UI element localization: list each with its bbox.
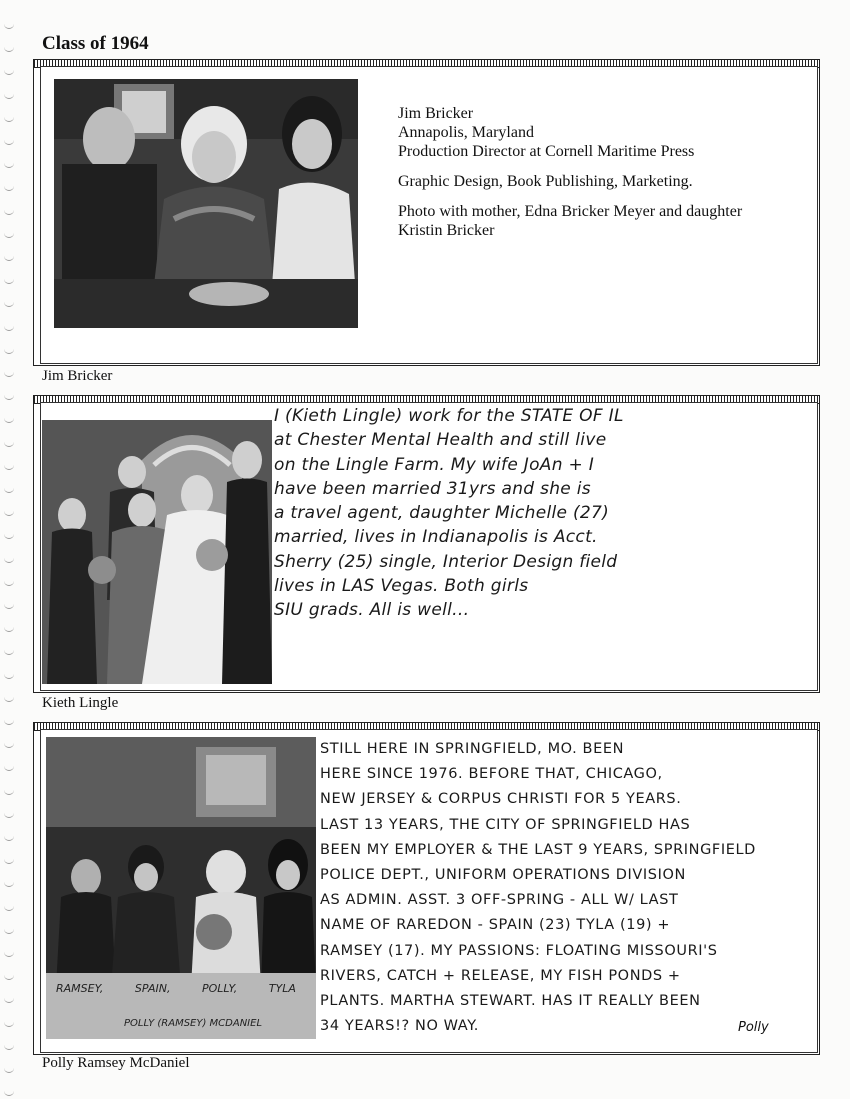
photo-label: POLLY, xyxy=(201,982,238,995)
note-line: BEEN MY EMPLOYER & THE LAST 9 YEARS, SPRINGFIELD xyxy=(320,841,756,858)
note-line: PLANTS. MARTHA STEWART. HAS IT REALLY BEEN xyxy=(320,993,701,1010)
binding-ring xyxy=(4,602,14,609)
binding-ring xyxy=(4,486,14,493)
binding-ring xyxy=(4,648,14,655)
entry-position: Production Director at Cornell Maritime Press xyxy=(398,143,695,160)
binding-ring xyxy=(4,950,14,957)
binding-ring xyxy=(4,324,14,331)
binding-ring xyxy=(4,347,14,354)
binding-ring xyxy=(4,811,14,818)
entry-location: Annapolis, Maryland xyxy=(398,124,534,141)
entry-card-kieth-lingle xyxy=(33,395,820,693)
binding-ring xyxy=(4,393,14,400)
binding-ring xyxy=(4,1020,14,1027)
binding-ring xyxy=(4,556,14,563)
binding-ring xyxy=(4,857,14,864)
binding-ring xyxy=(4,254,14,261)
binding-ring xyxy=(4,1066,14,1073)
photo-ramsey-family xyxy=(46,737,316,987)
kieth-lingle-handwritten-note xyxy=(274,404,624,623)
photo-sublabel: POLLY (RAMSEY) MCDANIEL xyxy=(124,1018,263,1029)
binding-ring xyxy=(4,416,14,423)
binding-ring xyxy=(4,741,14,748)
binding-ring xyxy=(4,532,14,539)
binding-ring xyxy=(4,904,14,911)
binding-ring xyxy=(4,22,14,29)
binding-ring xyxy=(4,1043,14,1050)
page-title: Class of 1964 xyxy=(42,33,149,54)
photo-jim-bricker-family xyxy=(54,79,358,328)
binding-ring xyxy=(4,45,14,52)
binding-ring xyxy=(4,579,14,586)
entry-caption-name: Kieth Lingle xyxy=(42,695,119,711)
binding-ring xyxy=(4,208,14,215)
binding-ring xyxy=(4,718,14,725)
note-line: RIVERS, CATCH + RELEASE, MY FISH PONDS + xyxy=(320,967,681,984)
jim-bricker-details xyxy=(398,104,798,251)
entry-caption-name: Polly Ramsey McDaniel xyxy=(42,1055,190,1071)
photo-labels xyxy=(56,982,296,995)
entry-caption-name: Jim Bricker xyxy=(42,368,113,384)
spiral-binding xyxy=(2,0,18,1099)
binding-ring xyxy=(4,927,14,934)
note-line: Sherry (25) single, Interior Design field xyxy=(274,551,618,572)
binding-ring xyxy=(4,115,14,122)
binding-ring xyxy=(4,440,14,447)
binding-ring xyxy=(4,834,14,841)
photo-label: RAMSEY, xyxy=(56,982,104,995)
note-line: 34 YEARS!? NO WAY. xyxy=(320,1018,479,1035)
note-line: on the Lingle Farm. My wife JoAn + I xyxy=(274,454,595,475)
binding-ring xyxy=(4,788,14,795)
binding-ring xyxy=(4,996,14,1003)
binding-ring xyxy=(4,672,14,679)
note-line: I (Kieth Lingle) work for the STATE OF IL xyxy=(274,406,624,426)
note-line: at Chester Mental Health and still live xyxy=(274,430,607,451)
note-line: POLICE DEPT., UNIFORM OPERATIONS DIVISION xyxy=(320,867,686,884)
binding-ring xyxy=(4,300,14,307)
note-line: AS ADMIN. ASST. 3 OFF-SPRING - ALL W/ LAST xyxy=(320,892,679,909)
entry-interests: Graphic Design, Book Publishing, Marketing. xyxy=(398,173,693,190)
binding-ring xyxy=(4,277,14,284)
binding-ring xyxy=(4,138,14,145)
binding-ring xyxy=(4,1089,14,1096)
note-line: LAST 13 YEARS, THE CITY OF SPRINGFIELD HAS xyxy=(320,816,691,833)
photo-label: TYLA xyxy=(268,982,296,995)
photo-lingle-wedding xyxy=(42,420,272,684)
binding-ring xyxy=(4,463,14,470)
entry-name-line: Jim Bricker xyxy=(398,105,474,122)
binding-ring xyxy=(4,92,14,99)
note-line: NEW JERSEY & CORPUS CHRISTI FOR 5 YEARS. xyxy=(320,791,682,808)
note-line: NAME OF RAREDON - SPAIN (23) TYLA (19) + xyxy=(320,917,671,934)
note-line: lives in LAS Vegas. Both girls xyxy=(274,576,529,597)
signature: Polly xyxy=(738,1020,769,1035)
entry-card-polly-ramsey-mcdaniel xyxy=(33,722,820,1055)
polly-handwritten-note xyxy=(320,737,756,1039)
note-line: RAMSEY (17). MY PASSIONS: FLOATING MISSOURI'S xyxy=(320,942,718,959)
binding-ring xyxy=(4,509,14,516)
binding-ring xyxy=(4,184,14,191)
binding-ring xyxy=(4,625,14,632)
binding-ring xyxy=(4,695,14,702)
note-line: married, lives in Indianapolis is Acct. xyxy=(274,527,598,548)
binding-ring xyxy=(4,764,14,771)
note-line: STILL HERE IN SPRINGFIELD, MO. BEEN xyxy=(320,741,625,757)
note-line: a travel agent, daughter Michelle (27) xyxy=(274,503,610,524)
binding-ring xyxy=(4,973,14,980)
note-line: HERE SINCE 1976. BEFORE THAT, CHICAGO, xyxy=(320,766,663,783)
note-line: SIU grads. All is well... xyxy=(274,600,470,621)
note-line: have been married 31yrs and she is xyxy=(274,478,591,499)
photo-caption-strip xyxy=(46,973,316,1039)
binding-ring xyxy=(4,880,14,887)
binding-ring xyxy=(4,68,14,75)
entry-photo-note: Photo with mother, Edna Bricker Meyer and daughter Kristin Bricker xyxy=(398,203,743,239)
photo-label: SPAIN, xyxy=(134,982,171,995)
entry-card-jim-bricker xyxy=(33,59,820,366)
binding-ring xyxy=(4,231,14,238)
binding-ring xyxy=(4,161,14,168)
binding-ring xyxy=(4,370,14,377)
